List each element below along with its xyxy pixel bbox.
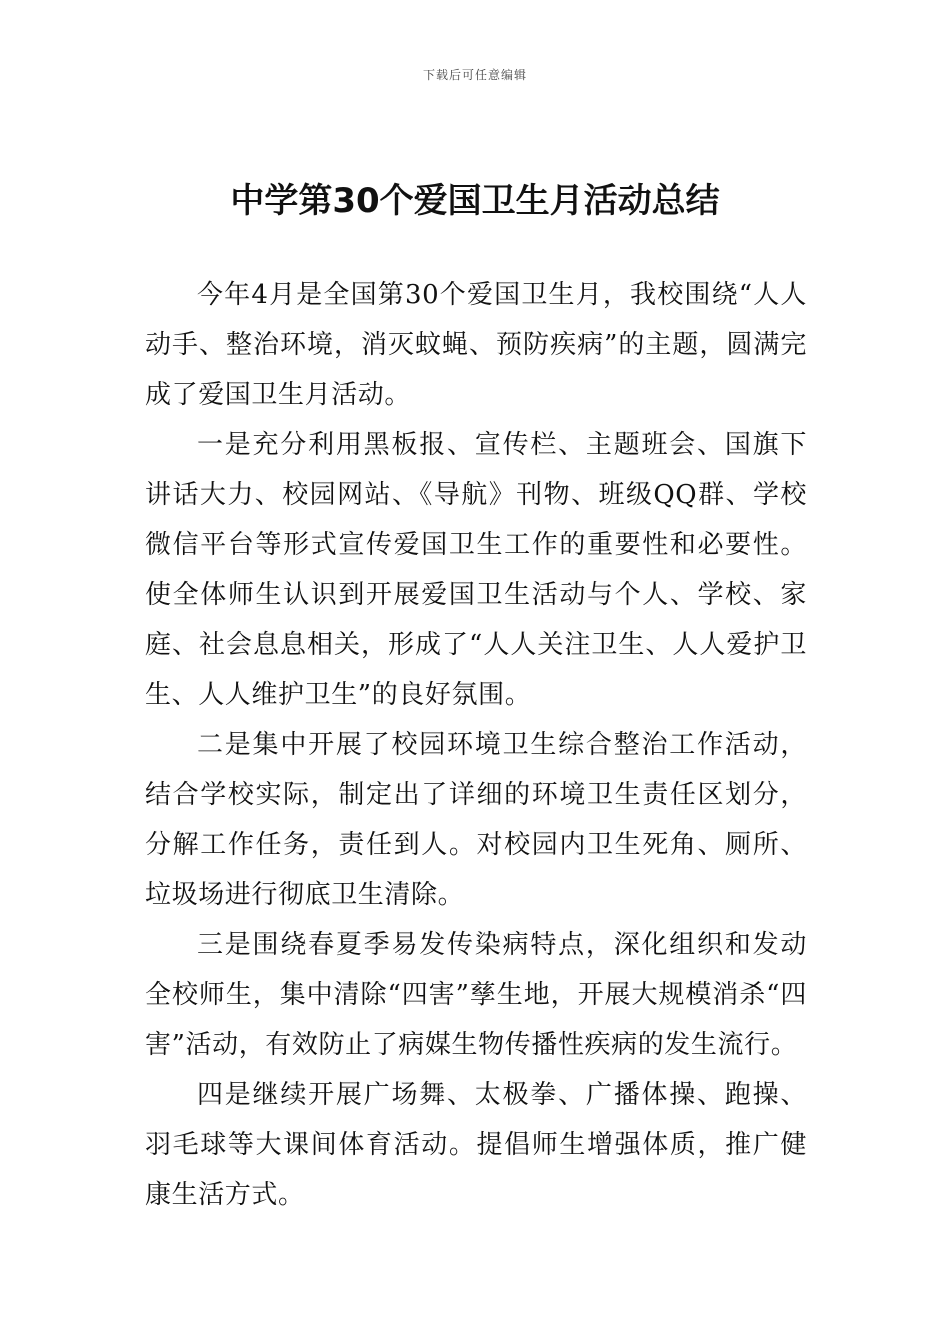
paragraph-point-3: 三是围绕春夏季易发传染病特点，深化组织和发动全校师生，集中清除“四害”孳生地，开展大规模消杀“四害”活动，有效防止了病媒生物传播性疾病的发生流行。 (145, 930, 807, 1060)
header-note: 下载后可任意编辑 (422, 68, 527, 82)
paragraph-intro: 今年4月是全国第30个爱国卫生月，我校围绕“人人动手、整治环境，消灭蚊蝇、预防疾病”的主题，圆满完成了爱国卫生月活动。 (145, 280, 807, 410)
document-body (145, 270, 807, 1220)
document-title: 中学第30个爱国卫生月活动总结 (230, 181, 720, 221)
paragraph-point-1: 一是充分利用黑板报、宣传栏、主题班会、国旗下讲话大力、校园网站、《导航》刊物、班级QQ群、学校微信平台等形式宣传爱国卫生工作的重要性和必要性。使全体师生认识到开展爱国卫生活动与个人、学校、家庭、社会息息相关，形成了“人人关注卫生、人人爱护卫生、人人维护卫生”的良好氛围。 (145, 430, 807, 710)
paragraph-point-2: 二是集中开展了校园环境卫生综合整治工作活动，结合学校实际，制定出了详细的环境卫生责任区划分，分解工作任务，责任到人。对校园内卫生死角、厕所、垃圾场进行彻底卫生清除。 (145, 730, 807, 910)
paragraph-point-4: 四是继续开展广场舞、太极拳、广播体操、跑操、羽毛球等大课间体育活动。提倡师生增强体质，推广健康生活方式。 (145, 1080, 807, 1210)
